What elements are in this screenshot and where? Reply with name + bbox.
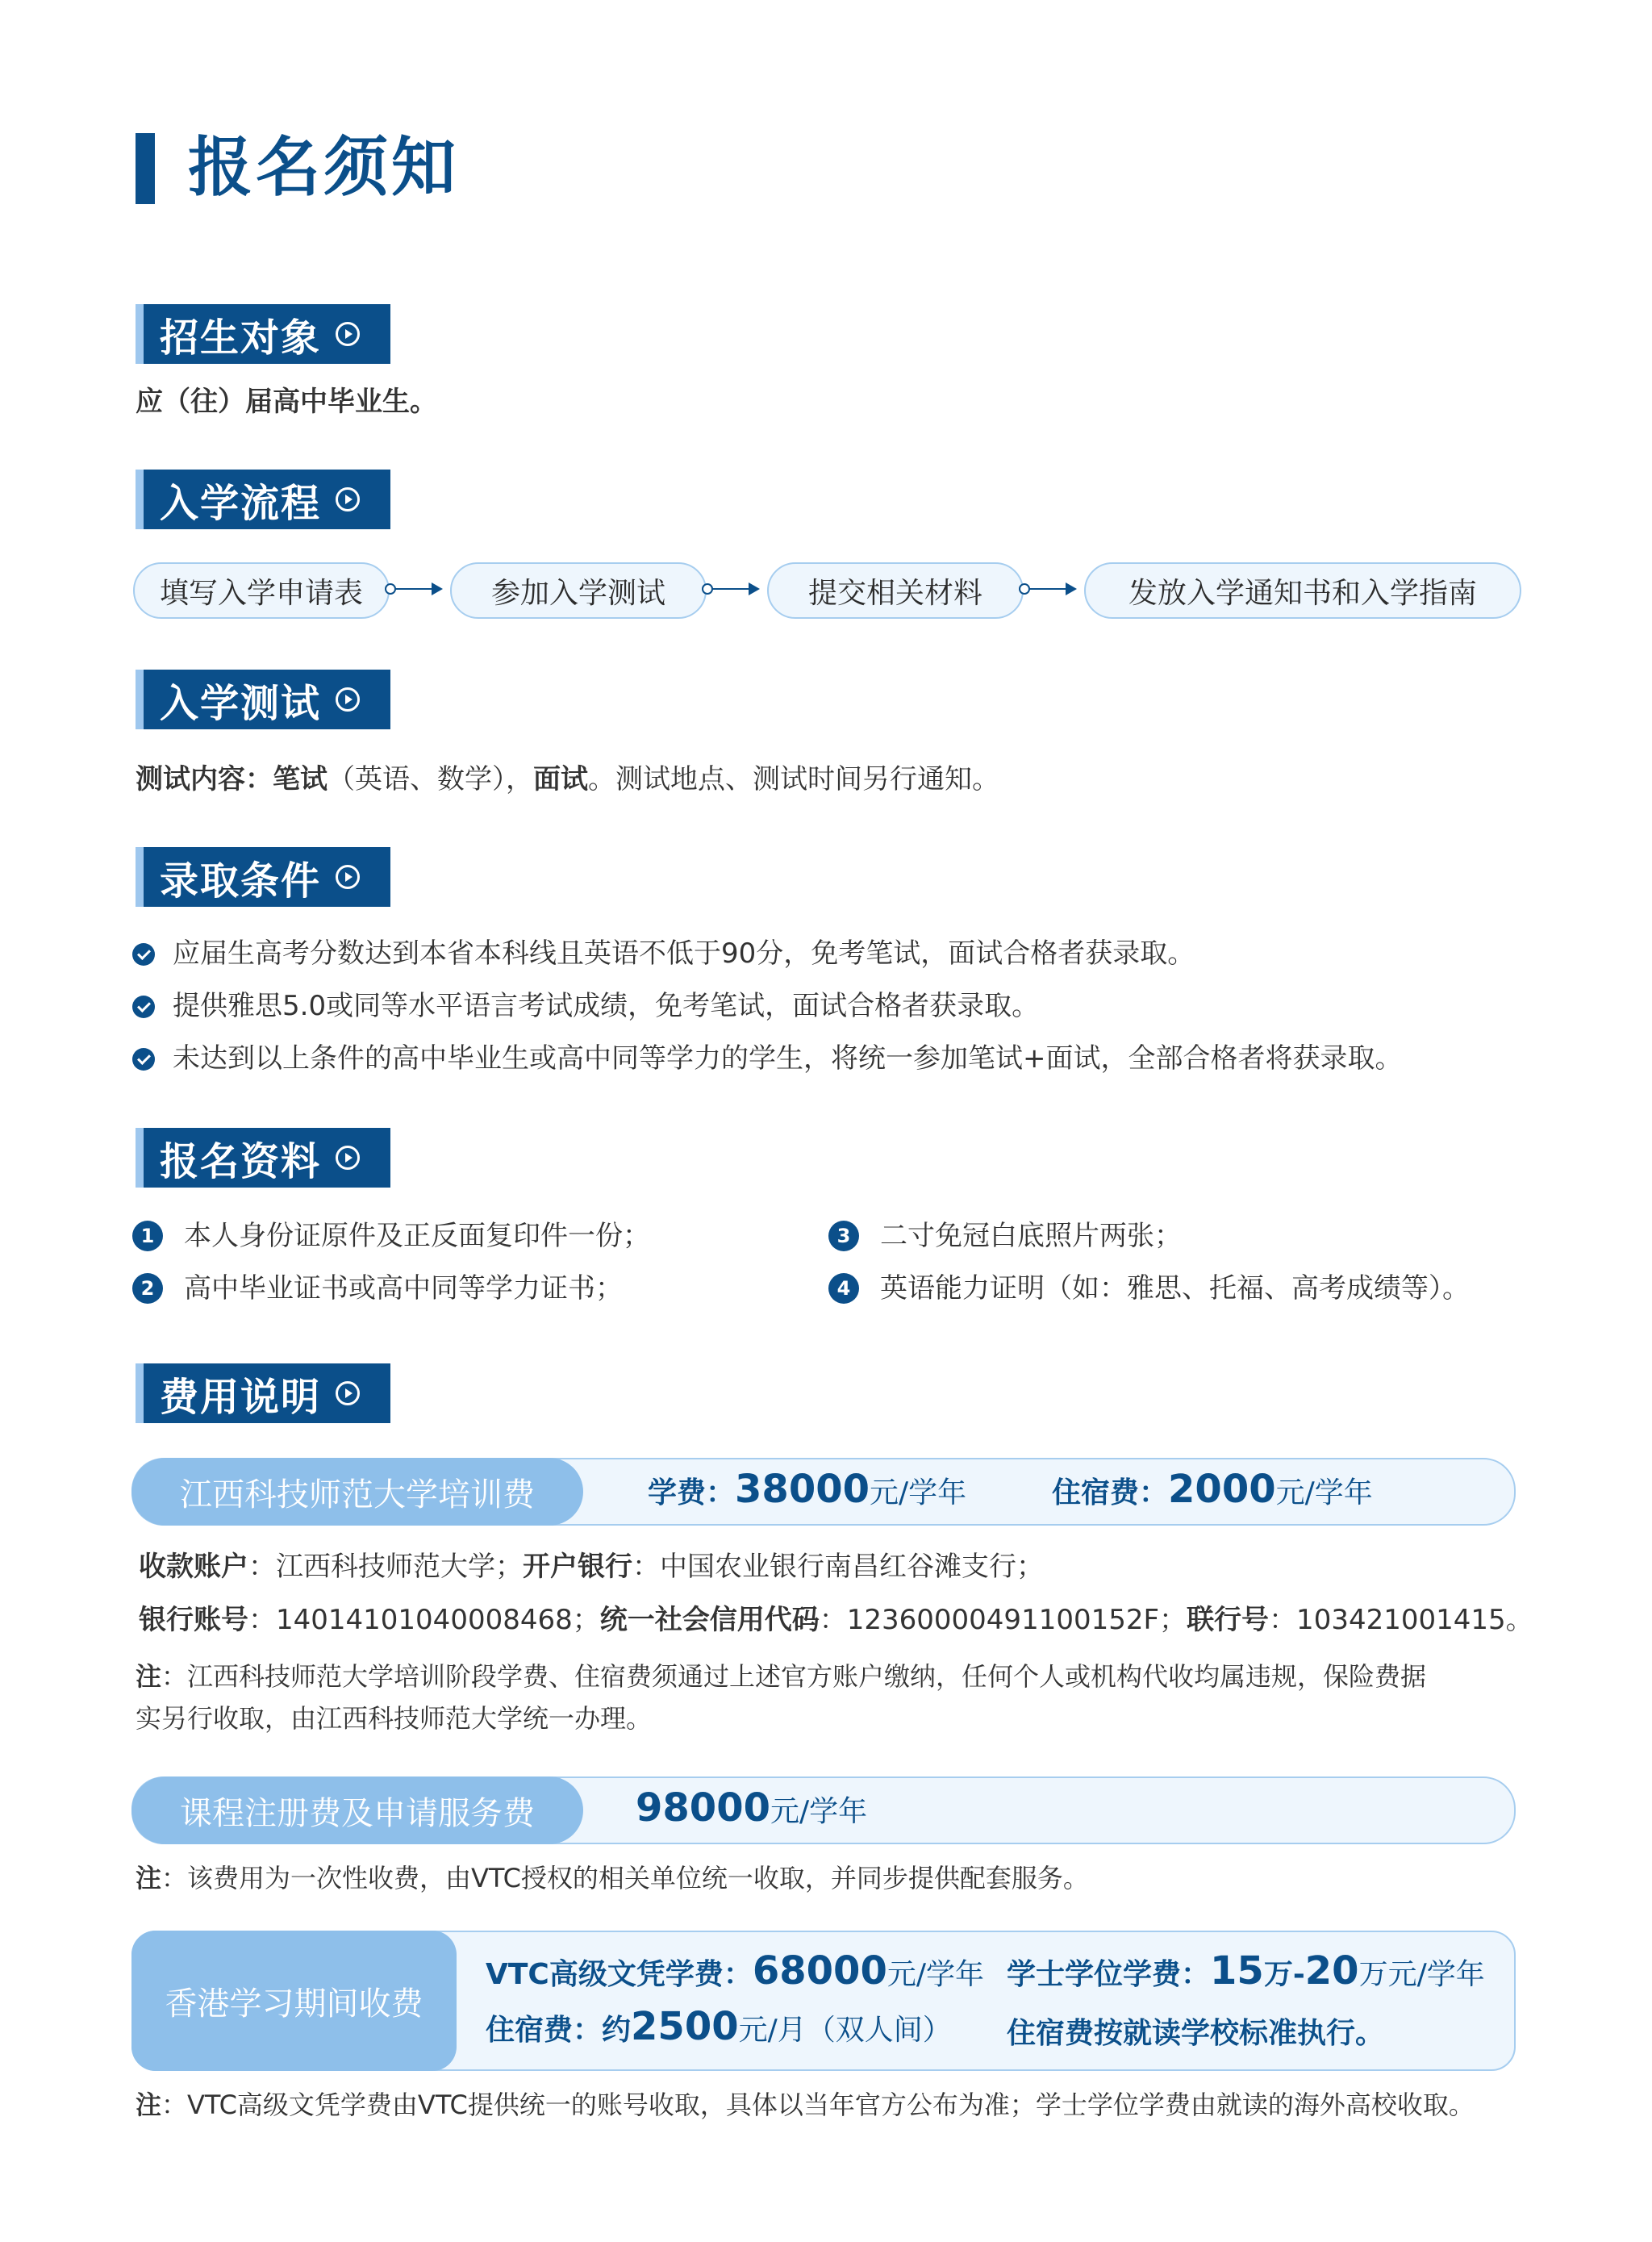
title-accent-bar xyxy=(136,133,155,204)
admission-item: 应届生高考分数达到本省本科线且英语不低于90分，免考笔试，面试合格者获录取。 xyxy=(173,937,1195,970)
hk-degree-tuition: 学士学位学费：15万-20万元/学年 xyxy=(1007,1948,1485,1994)
training-tuition: 学费：38000元/学年 xyxy=(648,1467,967,1512)
section-title: 录取条件 xyxy=(160,858,322,904)
section-header-materials xyxy=(136,1128,390,1188)
play-circle-icon xyxy=(336,687,360,712)
section-title: 入学测试 xyxy=(160,680,322,726)
hk-degree-dorm: 住宿费按就读学校标准执行。 xyxy=(1007,2017,1385,2050)
training-fee-label: 江西科技师范大学培训费 xyxy=(131,1458,583,1526)
check-circle-icon xyxy=(132,996,155,1018)
section-title: 报名资料 xyxy=(160,1138,322,1184)
process-step-4: 发放入学通知书和入学指南 xyxy=(1084,562,1521,619)
number-badge: 1 xyxy=(132,1221,163,1251)
arrow-right-icon xyxy=(391,588,441,590)
hk-fee-label: 香港学习期间收费 xyxy=(131,1931,457,2071)
account-line-1: 收款账户：江西科技师范大学；开户银行：中国农业银行南昌红谷滩支行； xyxy=(139,1551,1044,1583)
material-item: 本人身份证原件及正反面复印件一份； xyxy=(184,1220,650,1252)
section-title: 入学流程 xyxy=(160,480,322,526)
registration-fee-value: 98000元/学年 xyxy=(636,1785,868,1831)
material-item: 二寸免冠白底照片两张； xyxy=(880,1220,1182,1252)
section-header-target xyxy=(136,304,390,364)
fee-note-3: 注：VTC高级文凭学费由VTC提供统一的账号收取，具体以当年官方公布为准；学士学位学费由就读的海外高校收取。 xyxy=(136,2090,1475,2120)
section-header-fees xyxy=(136,1363,390,1423)
arrow-right-icon xyxy=(1025,588,1075,590)
registration-fee-label: 课程注册费及申请服务费 xyxy=(131,1776,583,1844)
admission-item: 未达到以上条件的高中毕业生或高中同等学力的学生，将统一参加笔试+面试，全部合格者将获录取。 xyxy=(173,1042,1403,1075)
test-description: 测试内容：笔试（英语、数学），面试。测试地点、测试时间另行通知。 xyxy=(136,763,999,795)
target-text: 应（往）届高中毕业生。 xyxy=(136,386,437,418)
number-badge: 2 xyxy=(132,1273,163,1304)
process-step-1: 填写入学申请表 xyxy=(133,562,390,619)
account-line-2: 银行账号：14014101040008468；统一社会信用代码：12360000491100152F；联行号：103421001415。 xyxy=(139,1604,1533,1636)
check-circle-icon xyxy=(132,1048,155,1071)
hk-dorm: 住宿费：约2500元/月（双人间） xyxy=(486,2004,952,2049)
process-step-3: 提交相关材料 xyxy=(767,562,1024,619)
number-badge: 3 xyxy=(828,1221,859,1251)
section-header-process xyxy=(136,470,390,529)
section-header-test xyxy=(136,670,390,729)
play-circle-icon xyxy=(336,1146,360,1170)
admission-item: 提供雅思5.0或同等水平语言考试成绩，免考笔试，面试合格者获录取。 xyxy=(173,990,1040,1022)
play-circle-icon xyxy=(336,1381,360,1405)
section-title: 费用说明 xyxy=(160,1374,322,1420)
play-circle-icon xyxy=(336,487,360,511)
check-circle-icon xyxy=(132,943,155,966)
fee-note-1: 注：江西科技师范大学培训阶段学费、住宿费须通过上述官方账户缴纳，任何个人或机构代收均属违规，保险费据 实另行收取，由江西科技师范大学统一办理。 xyxy=(136,1661,1427,1734)
training-dorm: 住宿费：2000元/学年 xyxy=(1052,1467,1373,1512)
play-circle-icon xyxy=(336,865,360,889)
play-circle-icon xyxy=(336,322,360,346)
section-header-admission xyxy=(136,847,390,907)
material-item: 高中毕业证书或高中同等学力证书； xyxy=(184,1272,623,1305)
hk-vtc-tuition: VTC高级文凭学费：68000元/学年 xyxy=(486,1948,984,1994)
fee-note-2: 注：该费用为一次性收费，由VTC授权的相关单位统一收取，并同步提供配套服务。 xyxy=(136,1863,1089,1893)
process-step-2: 参加入学测试 xyxy=(450,562,707,619)
material-item: 英语能力证明（如：雅思、托福、高考成绩等）。 xyxy=(880,1272,1470,1305)
arrow-right-icon xyxy=(708,588,758,590)
section-title: 招生对象 xyxy=(160,315,322,361)
page-title: 报名须知 xyxy=(188,130,459,205)
number-badge: 4 xyxy=(828,1273,859,1304)
